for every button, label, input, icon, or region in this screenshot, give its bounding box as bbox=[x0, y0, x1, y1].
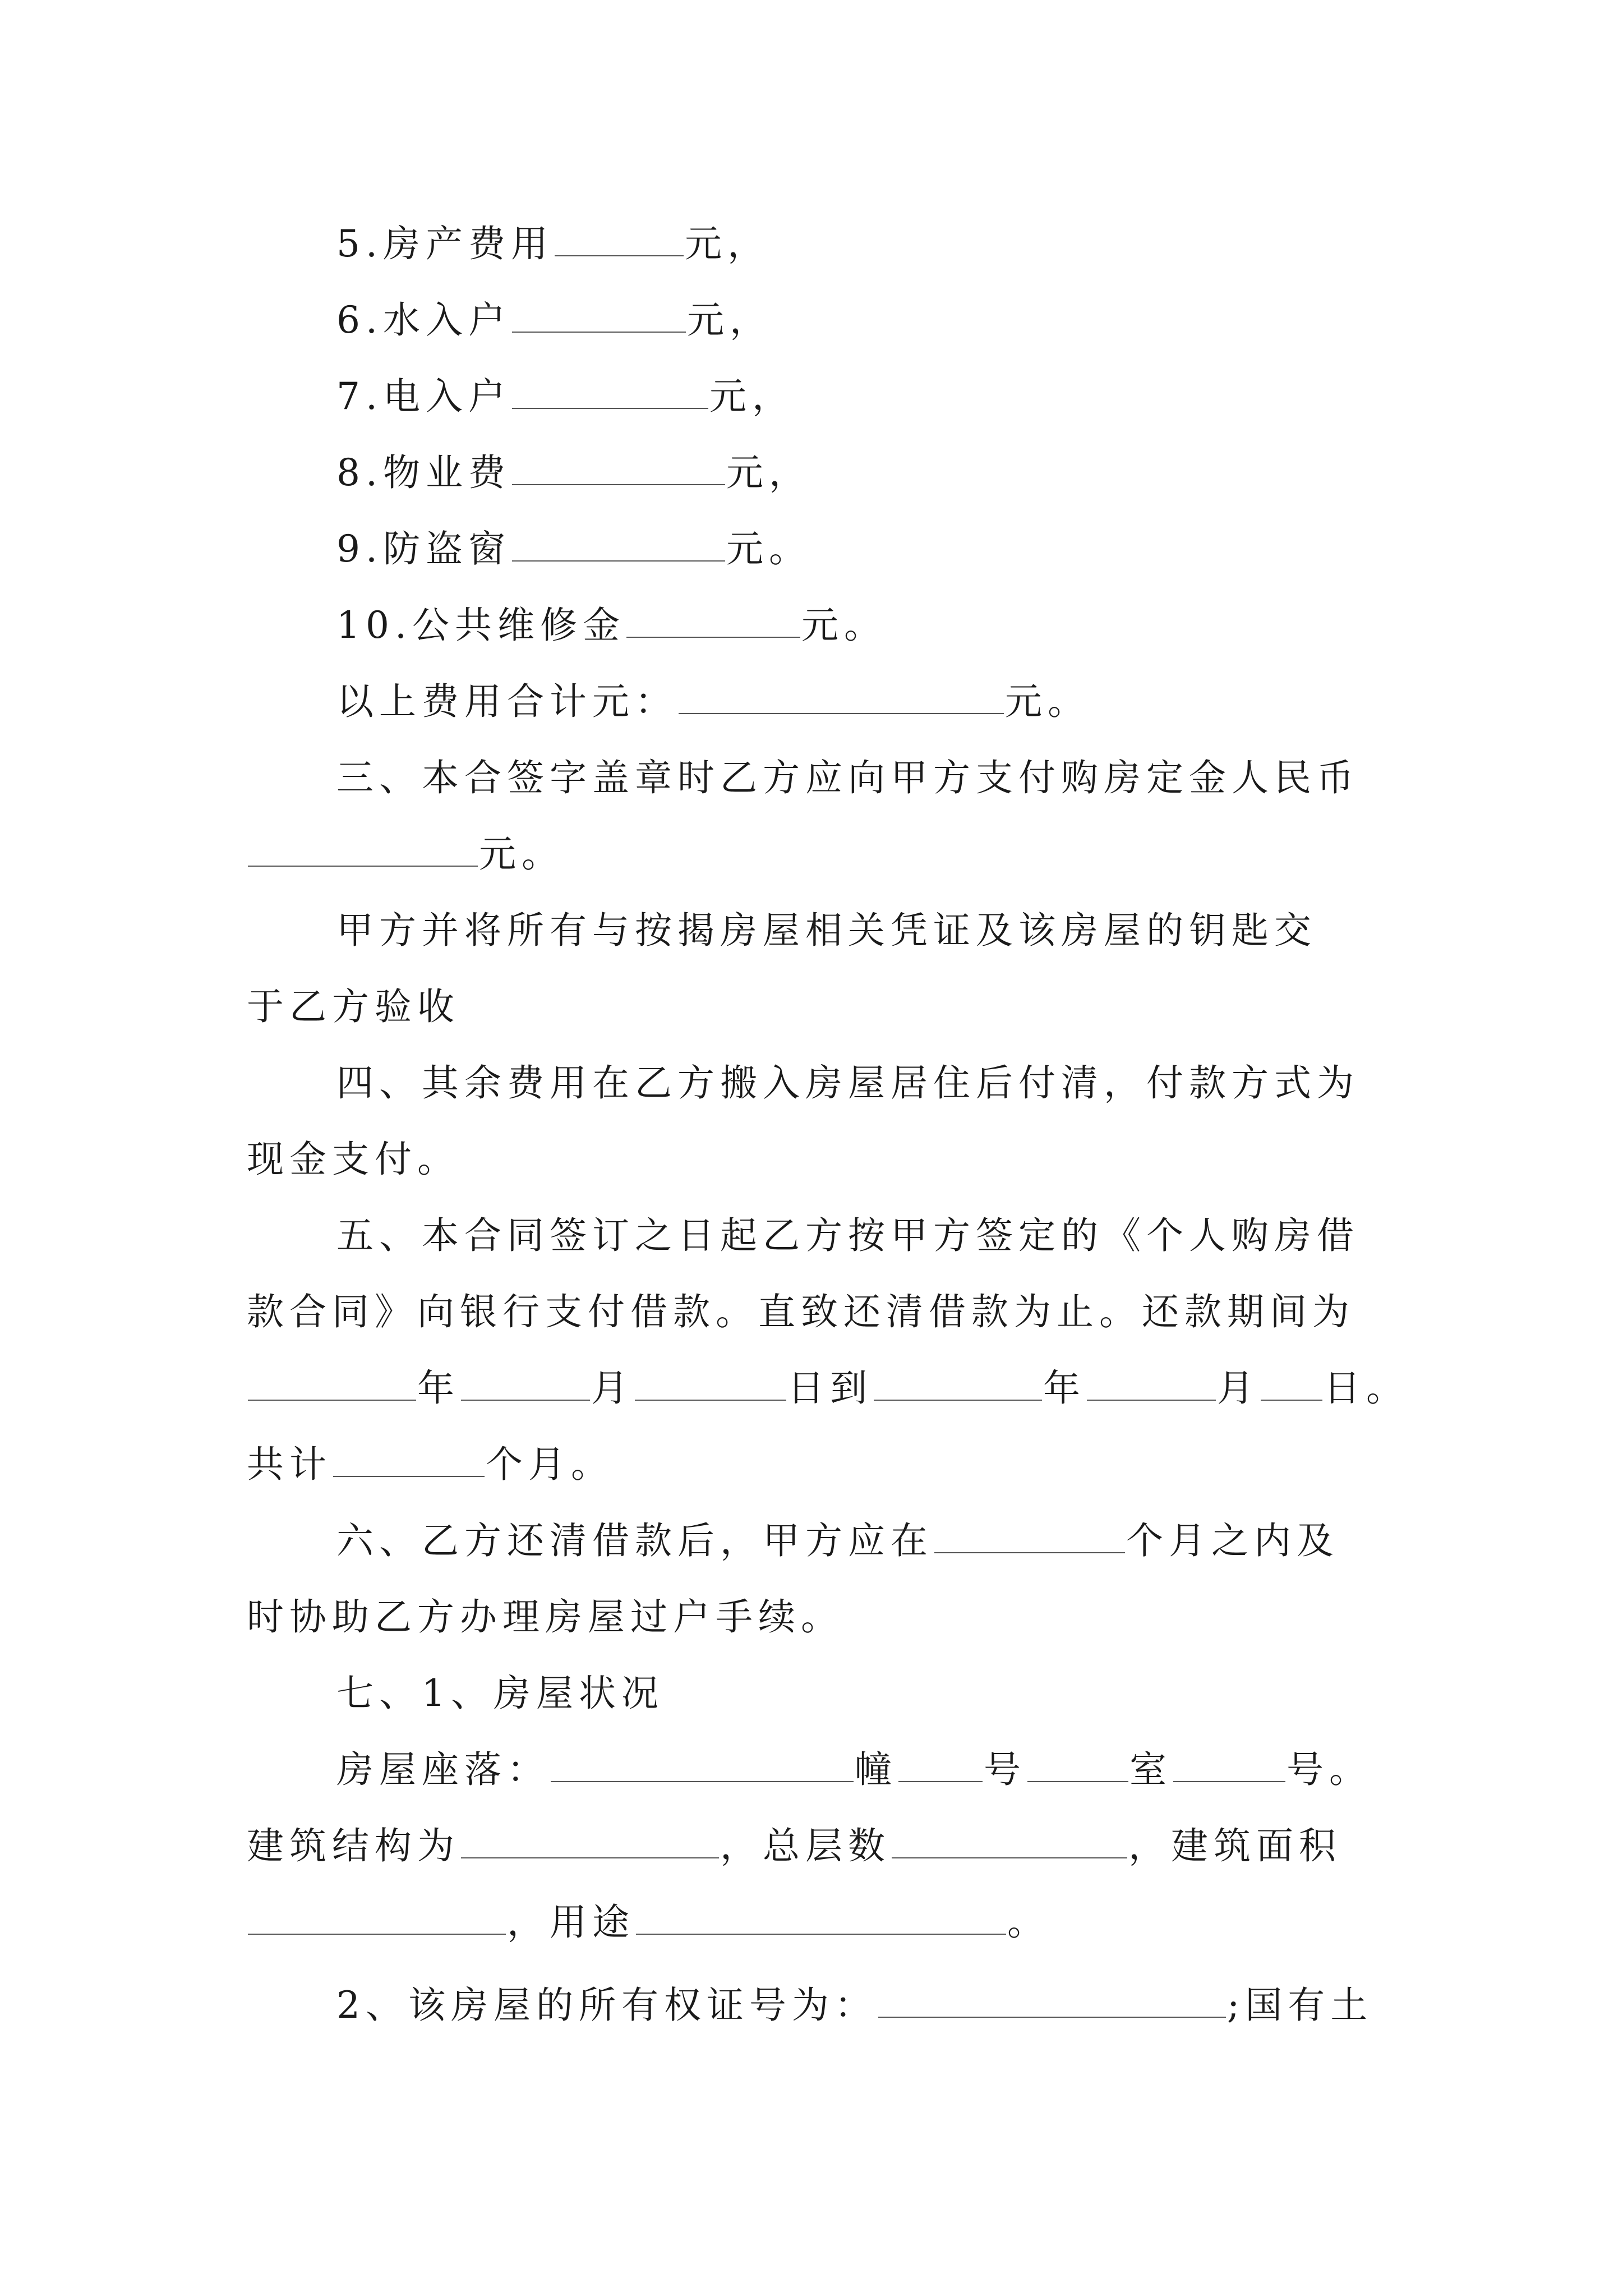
building-structure bbox=[247, 1815, 1341, 1877]
fee-label: 10.公共维修金 bbox=[336, 604, 625, 647]
clause-5 bbox=[336, 1205, 1359, 1267]
blank-field[interactable] bbox=[248, 1894, 506, 1935]
field-label: ，用途 bbox=[507, 1901, 635, 1944]
clause-text: 六、乙方还清借款后，甲方应在 bbox=[336, 1519, 933, 1562]
blank-field[interactable] bbox=[626, 597, 800, 638]
fee-total bbox=[336, 671, 1090, 733]
clause-text: 于乙方验收 bbox=[247, 985, 460, 1028]
blank-field[interactable] bbox=[878, 1977, 1226, 2018]
clause-text: 时协助乙方办理房屋过户手续。 bbox=[247, 1595, 843, 1639]
house-location bbox=[336, 1739, 1372, 1801]
total-label: 以上费用合计元： bbox=[336, 680, 677, 723]
clause-text: 七、1、房屋状况 bbox=[336, 1672, 664, 1715]
fee-label: 6.水入户 bbox=[336, 298, 511, 342]
clause-text: 甲方并将所有与按揭房屋相关凭证及该房屋的钥匙交 bbox=[336, 909, 1317, 952]
clause-5-continued bbox=[247, 1281, 1355, 1343]
field-unit: 室 bbox=[1129, 1748, 1172, 1791]
blank-field[interactable] bbox=[898, 1742, 983, 1782]
field-label: 建筑结构为 bbox=[247, 1824, 460, 1867]
clause-text: 现金支付。 bbox=[247, 1138, 460, 1181]
blank-field[interactable] bbox=[555, 216, 684, 256]
blank-field[interactable] bbox=[934, 1513, 1125, 1553]
repayment-total-months bbox=[247, 1434, 614, 1496]
repayment-period bbox=[247, 1358, 1409, 1419]
blank-field[interactable] bbox=[1027, 1742, 1128, 1782]
field-label: ;国有土 bbox=[1227, 1984, 1373, 2027]
blank-field[interactable] bbox=[679, 674, 1004, 714]
blank-field[interactable] bbox=[461, 1818, 719, 1858]
field-unit: 号 bbox=[984, 1748, 1026, 1791]
blank-field[interactable] bbox=[636, 1894, 1006, 1935]
clause-4 bbox=[336, 1052, 1359, 1114]
clause-4-continued bbox=[247, 1129, 460, 1190]
clause-text: 款合同》向银行支付借款。直致还清借款为止。还款期间为 bbox=[247, 1290, 1355, 1333]
field-label: ，建筑面积 bbox=[1128, 1824, 1341, 1867]
clause-text: 元。 bbox=[479, 832, 564, 876]
fee-item-electric bbox=[336, 366, 795, 427]
clause-text: 个月之内及 bbox=[1126, 1519, 1339, 1562]
blank-field[interactable] bbox=[248, 826, 478, 867]
blank-field[interactable] bbox=[1261, 1360, 1322, 1401]
blank-field[interactable] bbox=[1173, 1742, 1285, 1782]
blank-field[interactable] bbox=[333, 1437, 485, 1477]
field-unit: 号。 bbox=[1287, 1748, 1372, 1791]
blank-field[interactable] bbox=[512, 445, 725, 485]
blank-field[interactable] bbox=[461, 1360, 590, 1401]
clause-text: 三、本合签字盖章时乙方应向甲方支付购房定金人民币 bbox=[336, 756, 1359, 799]
date-unit: 年 bbox=[1043, 1366, 1086, 1410]
blank-field[interactable] bbox=[635, 1360, 786, 1401]
ownership-certificate bbox=[336, 1975, 1373, 2036]
date-unit: 月 bbox=[1217, 1366, 1260, 1410]
fee-unit: 元， bbox=[686, 298, 772, 342]
field-label: 房屋座落： bbox=[336, 1748, 550, 1791]
clause-text: 五、本合同签订之日起乙方按甲方签定的《个人购房借 bbox=[336, 1214, 1359, 1257]
clause-3-continued bbox=[247, 823, 564, 885]
clause-6 bbox=[336, 1510, 1339, 1572]
fee-item-property bbox=[336, 213, 770, 275]
field-label: ，总层数 bbox=[720, 1824, 891, 1867]
blank-field[interactable] bbox=[892, 1818, 1127, 1858]
fee-unit: 元。 bbox=[801, 604, 887, 647]
fee-item-security-window bbox=[336, 518, 811, 580]
blank-field[interactable] bbox=[874, 1360, 1042, 1401]
building-area-usage bbox=[247, 1892, 1050, 1953]
clause-3 bbox=[336, 747, 1359, 809]
fee-unit: 元， bbox=[726, 451, 811, 494]
blank-field[interactable] bbox=[512, 369, 708, 409]
fee-unit: 元。 bbox=[726, 527, 811, 570]
blank-field[interactable] bbox=[512, 521, 725, 562]
total-unit: 元。 bbox=[1005, 680, 1090, 723]
clause-3-paragraph-continued bbox=[247, 976, 460, 1038]
clause-6-continued bbox=[247, 1586, 843, 1648]
blank-field[interactable] bbox=[1087, 1360, 1216, 1401]
clause-text: 四、其余费用在乙方搬入房屋居住后付清，付款方式为 bbox=[336, 1061, 1359, 1105]
field-unit: 幢 bbox=[855, 1748, 897, 1791]
date-unit: 日。 bbox=[1324, 1366, 1409, 1410]
fee-item-maintenance-fund bbox=[336, 595, 887, 656]
fee-unit: 元， bbox=[709, 375, 795, 418]
clause-text: 个月。 bbox=[486, 1443, 614, 1486]
blank-field[interactable] bbox=[512, 292, 686, 333]
date-unit: 年 bbox=[417, 1366, 460, 1410]
fee-item-water bbox=[336, 289, 772, 351]
clause-7-heading bbox=[336, 1663, 664, 1724]
blank-field[interactable] bbox=[551, 1742, 854, 1782]
fee-label: 8.物业费 bbox=[336, 451, 511, 494]
date-unit: 月 bbox=[591, 1366, 634, 1410]
blank-field[interactable] bbox=[248, 1360, 416, 1401]
fee-unit: 元， bbox=[684, 222, 770, 265]
fee-label: 9.防盗窗 bbox=[336, 527, 511, 570]
clause-text: 共计 bbox=[247, 1443, 332, 1486]
clause-3-paragraph bbox=[336, 900, 1317, 961]
fee-label: 5.房产费用 bbox=[336, 222, 554, 265]
fee-item-property-management bbox=[336, 442, 811, 504]
fee-label: 7.电入户 bbox=[336, 375, 511, 418]
field-unit: 。 bbox=[1007, 1901, 1050, 1944]
field-label: 2、该房屋的所有权证号为： bbox=[336, 1984, 877, 2027]
date-unit: 日到 bbox=[787, 1366, 873, 1410]
